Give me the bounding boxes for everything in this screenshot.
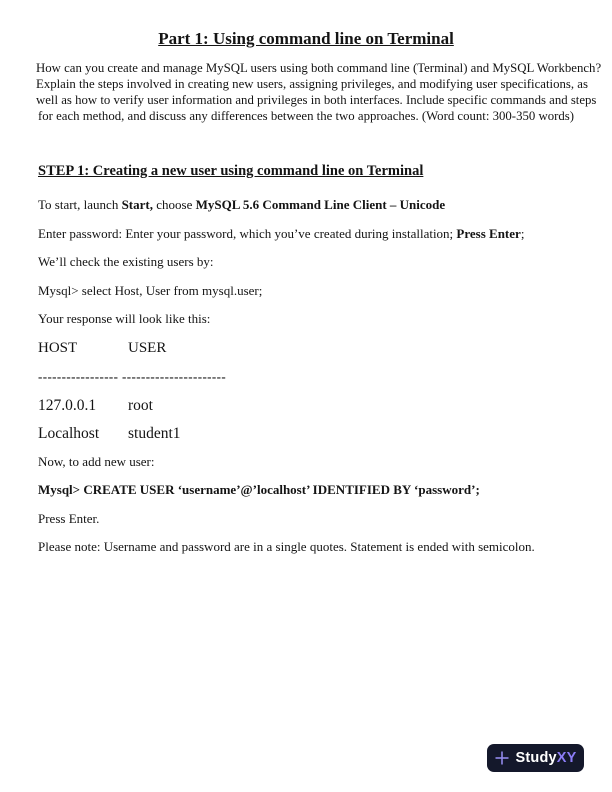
password-pre: Enter password: Enter your password, which you’ve created during installation; [38,225,457,241]
launch-pre: To start, launch [38,197,122,212]
page-title: Part 1: Using command line on Terminal [158,29,454,48]
press-enter-line: Press Enter. [38,510,100,526]
question-line: Explain the steps involved in creating new users, assigning privileges, and modifying user specifications, as [36,77,588,91]
press-enter-bold: Press Enter [456,225,521,241]
plus-icon [494,750,510,766]
table-header-row [38,340,578,357]
launch-client-bold: MySQL 5.6 Command Line Client – Unicode [195,197,446,212]
studyxy-logo [487,744,584,772]
table-row [38,397,578,414]
password-post: ; [520,225,525,241]
header-user: USER [128,339,167,356]
brand-name [515,750,576,766]
question-paragraph [36,60,602,124]
select-command: Mysql> select Host, User from mysql.user; [38,282,263,298]
launch-start-bold: Start, [121,197,153,212]
launch-instruction [38,197,578,213]
step1-section [38,162,578,568]
note-line: Please note: Username and password are in a single quotes. Statement is ended with semicolon. [38,539,535,554]
table-row [38,425,578,442]
add-user-intro: Now, to add new user: [38,453,155,469]
password-instruction [38,226,578,242]
brand-name-primary: Study [515,750,557,766]
table-divider: ----------------- ---------------------- [38,369,227,384]
row-host: 127.0.0.1 [38,396,97,414]
create-user-command: Mysql> CREATE USER ‘username’@’localhost’ IDENTIFIED BY ‘password’; [38,482,480,497]
question-line: well as how to verify user information and privileges in both interfaces. Include specific commands and steps [36,93,597,107]
question-line: How can you create and manage MySQL users using both command line (Terminal) and MySQL Workbench? [36,61,602,75]
step1-heading: STEP 1: Creating a new user using command line on Terminal [38,163,424,179]
response-intro: Your response will look like this: [38,311,211,326]
row-user: student1 [128,425,181,442]
row-host: Localhost [38,425,100,442]
header-host: HOST [38,339,78,356]
row-user: root [128,396,153,414]
check-users-line: We’ll check the existing users by: [38,254,214,269]
brand-name-accent: XY [556,750,577,766]
launch-mid: choose [153,197,196,212]
question-line: for each method, and discuss any differences between the two approaches. (Word count: 300-350 words) [37,109,575,123]
